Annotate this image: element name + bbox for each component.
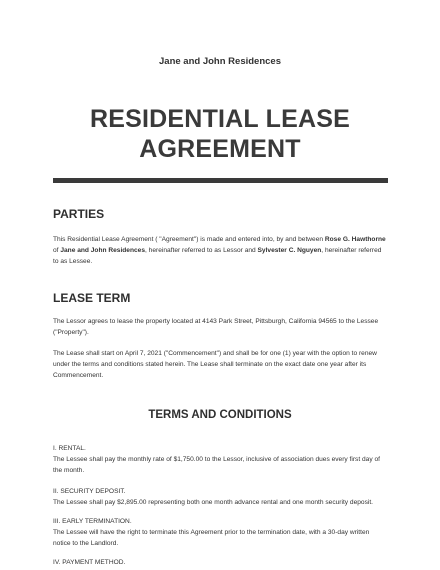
parties-company: Jane and John Residences [60,246,145,254]
parties-text-3: , hereinafter referred to as Lessor and [145,246,258,254]
lease-term-paragraph-2: The Lease shall start on April 7, 2021 ("Commencement") and shall be for one (1) year with the option to renew under the terms and conditions stated herein. The Lease shall terminate on the exact date one year after its Commencement. [53,350,377,379]
deposit-title: II. SECURITY DEPOSIT. [53,488,126,495]
rental-text: The Lessee shall pay the monthly rate of $1,750.00 to the Lessor, inclusive of association dues every first day of the month. [53,455,380,474]
lessee-name: Sylvester C. Nguyen [257,246,322,254]
payment-title: IV. PAYMENT METHOD. [53,559,126,566]
payment-clause [53,558,388,569]
rental-clause [53,444,388,476]
deposit-clause [53,487,388,509]
rental-title: I. RENTAL. [53,445,86,452]
lease-term-heading: LEASE TERM [53,291,131,305]
termination-title: III. EARLY TERMINATION. [53,518,132,525]
lessor-name: Rose G. Hawthorne [324,236,386,243]
parties-text-1: This Residential Lease Agreement ( "Agreement") is made and entered into, by and between [53,236,325,243]
title-line-1: RESIDENTIAL LEASE [90,105,350,133]
parties-text-2: of [53,246,61,254]
parties-text-4: , hereinafter referred to as Lessee. [53,246,382,265]
termination-text: The Lessee will have the right to terminate this Agreement prior to the termination date, with a 30-day written notice to the Landlord. [53,528,370,547]
termination-clause [53,517,388,549]
company-name: Jane and John Residences [159,56,281,67]
title-line-2: AGREEMENT [139,135,301,163]
title-divider [53,178,388,183]
parties-heading: PARTIES [53,207,105,221]
parties-paragraph [53,235,388,267]
terms-heading: TERMS AND CONDITIONS [148,409,292,421]
deposit-text: The Lessee shall pay $2,895.00 representing both one month advance rental and one month security deposit. [53,498,374,506]
document-title [0,104,440,164]
lease-term-paragraph-1: The Lessor agrees to lease the property located at 4143 Park Street, Pittsburgh, California 94565 to the Lessee ("Property"). [53,318,379,336]
